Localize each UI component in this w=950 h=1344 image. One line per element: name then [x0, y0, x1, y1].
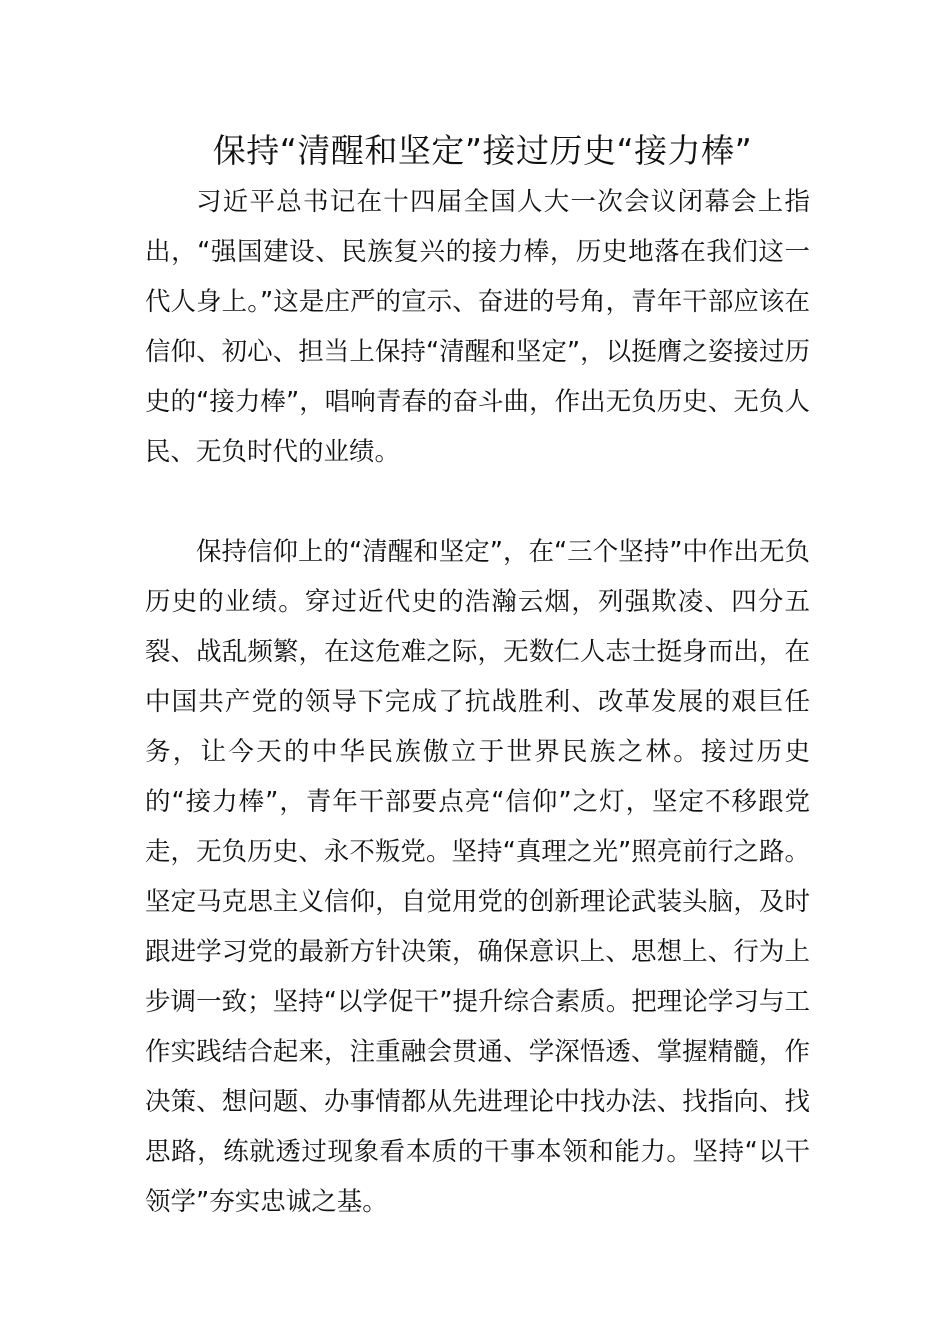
- paragraph-2: 保持信仰上的“清醒和坚定”，在“三个坚持”中作出无负历史的业绩。穿过近代史的浩瀚云烟，列强欺凌、四分五裂、战乱频繁，在这危难之际，无数仁人志士挺身而出，在中国共产党的领导下完成了抗战胜利、改革发展的艰巨任务，让今天的中华民族傲立于世界民族之林。接过历史的“接力棒”，青年干部要点亮“信仰”之灯，坚定不移跟党走，无负历史、永不叛党。坚持“真理之光”照亮前行之路。坚定马克思主义信仰，自觉用党的创新理论武装头脑，及时跟进学习党的最新方针决策，确保意识上、思想上、行为上步调一致；坚持“以学促干”提升综合素质。把理论学习与工作实践结合起来，注重融会贯通、学深悟透、掌握精髓，作决策、想问题、办事情都从先进理论中找办法、找指向、找思路，练就透过现象看本质的干事本领和能力。坚持“以干领学”夯实忠诚之基。: [145, 537, 810, 1217]
- document-body: [145, 177, 810, 1227]
- paragraph-1: 习近平总书记在十四届全国人大一次会议闭幕会上指出，“强国建设、民族复兴的接力棒，历史地落在我们这一代人身上。”这是庄严的宣示、奋进的号角，青年干部应该在信仰、初心、担当上保持“清醒和坚定”，以挺膺之姿接过历史的“接力棒”，唱响青春的奋斗曲，作出无负历史、无负人民、无负时代的业绩。: [145, 187, 810, 467]
- document-title: 保持“清醒和坚定”接过历史“接力棒”: [212, 131, 753, 170]
